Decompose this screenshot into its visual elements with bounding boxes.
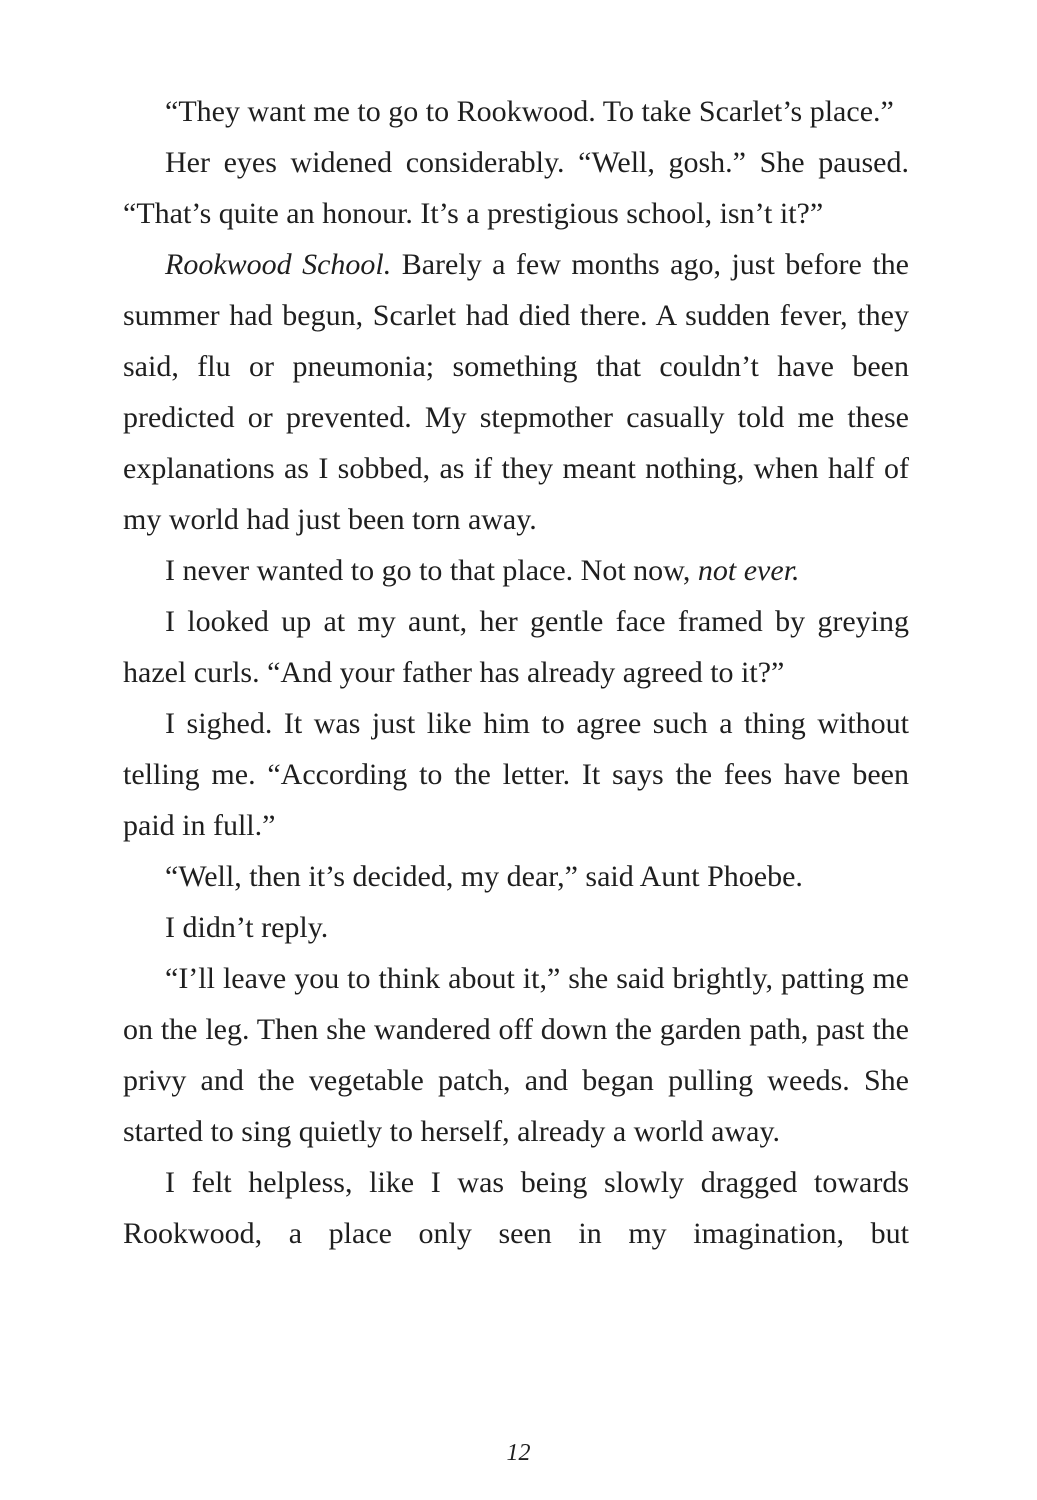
- italic-emphasis: not ever.: [697, 554, 800, 587]
- paragraph: [123, 239, 909, 545]
- italic-school-name: Rookwood School.: [165, 248, 392, 281]
- paragraph: I looked up at my aunt, her gentle face framed by greying hazel curls. “And your father has already agreed to it?”: [123, 605, 909, 689]
- paragraph-text: Barely a few months ago, just before the summer had begun, Scarlet had died there. A sudden fever, they said, flu or pneumonia; something that couldn’t have been predicted or prevented. My stepmother casually told me these explanations as I sobbed, as if they meant nothing, when half of my world had just been torn away.: [123, 248, 909, 536]
- paragraph: “Well, then it’s decided, my dear,” said Aunt Phoebe.: [165, 860, 803, 893]
- paragraph: [123, 545, 909, 596]
- paragraph-text: I never wanted to go to that place. Not now,: [165, 554, 698, 587]
- book-page-body: [123, 86, 909, 1259]
- paragraph: I sighed. It was just like him to agree such a thing without telling me. “According to the letter. It says the fees have been paid in full.”: [123, 707, 909, 842]
- paragraph: “I’ll leave you to think about it,” she said brightly, patting me on the leg. Then she wandered off down the garden path, past the privy and the vegetable patch, and began pulling weeds. She started to sing quietly to herself, already a world away.: [123, 962, 909, 1148]
- paragraph: I felt helpless, like I was being slowly dragged towards Rookwood, a place only seen in my imagination, but: [123, 1166, 909, 1250]
- paragraph: I didn’t reply.: [165, 911, 329, 944]
- paragraph: Her eyes widened considerably. “Well, gosh.” She paused. “That’s quite an honour. It’s a prestigious school, isn’t it?”: [123, 146, 909, 230]
- page-number: 12: [506, 1440, 531, 1466]
- paragraph: “They want me to go to Rookwood. To take Scarlet’s place.”: [165, 95, 894, 128]
